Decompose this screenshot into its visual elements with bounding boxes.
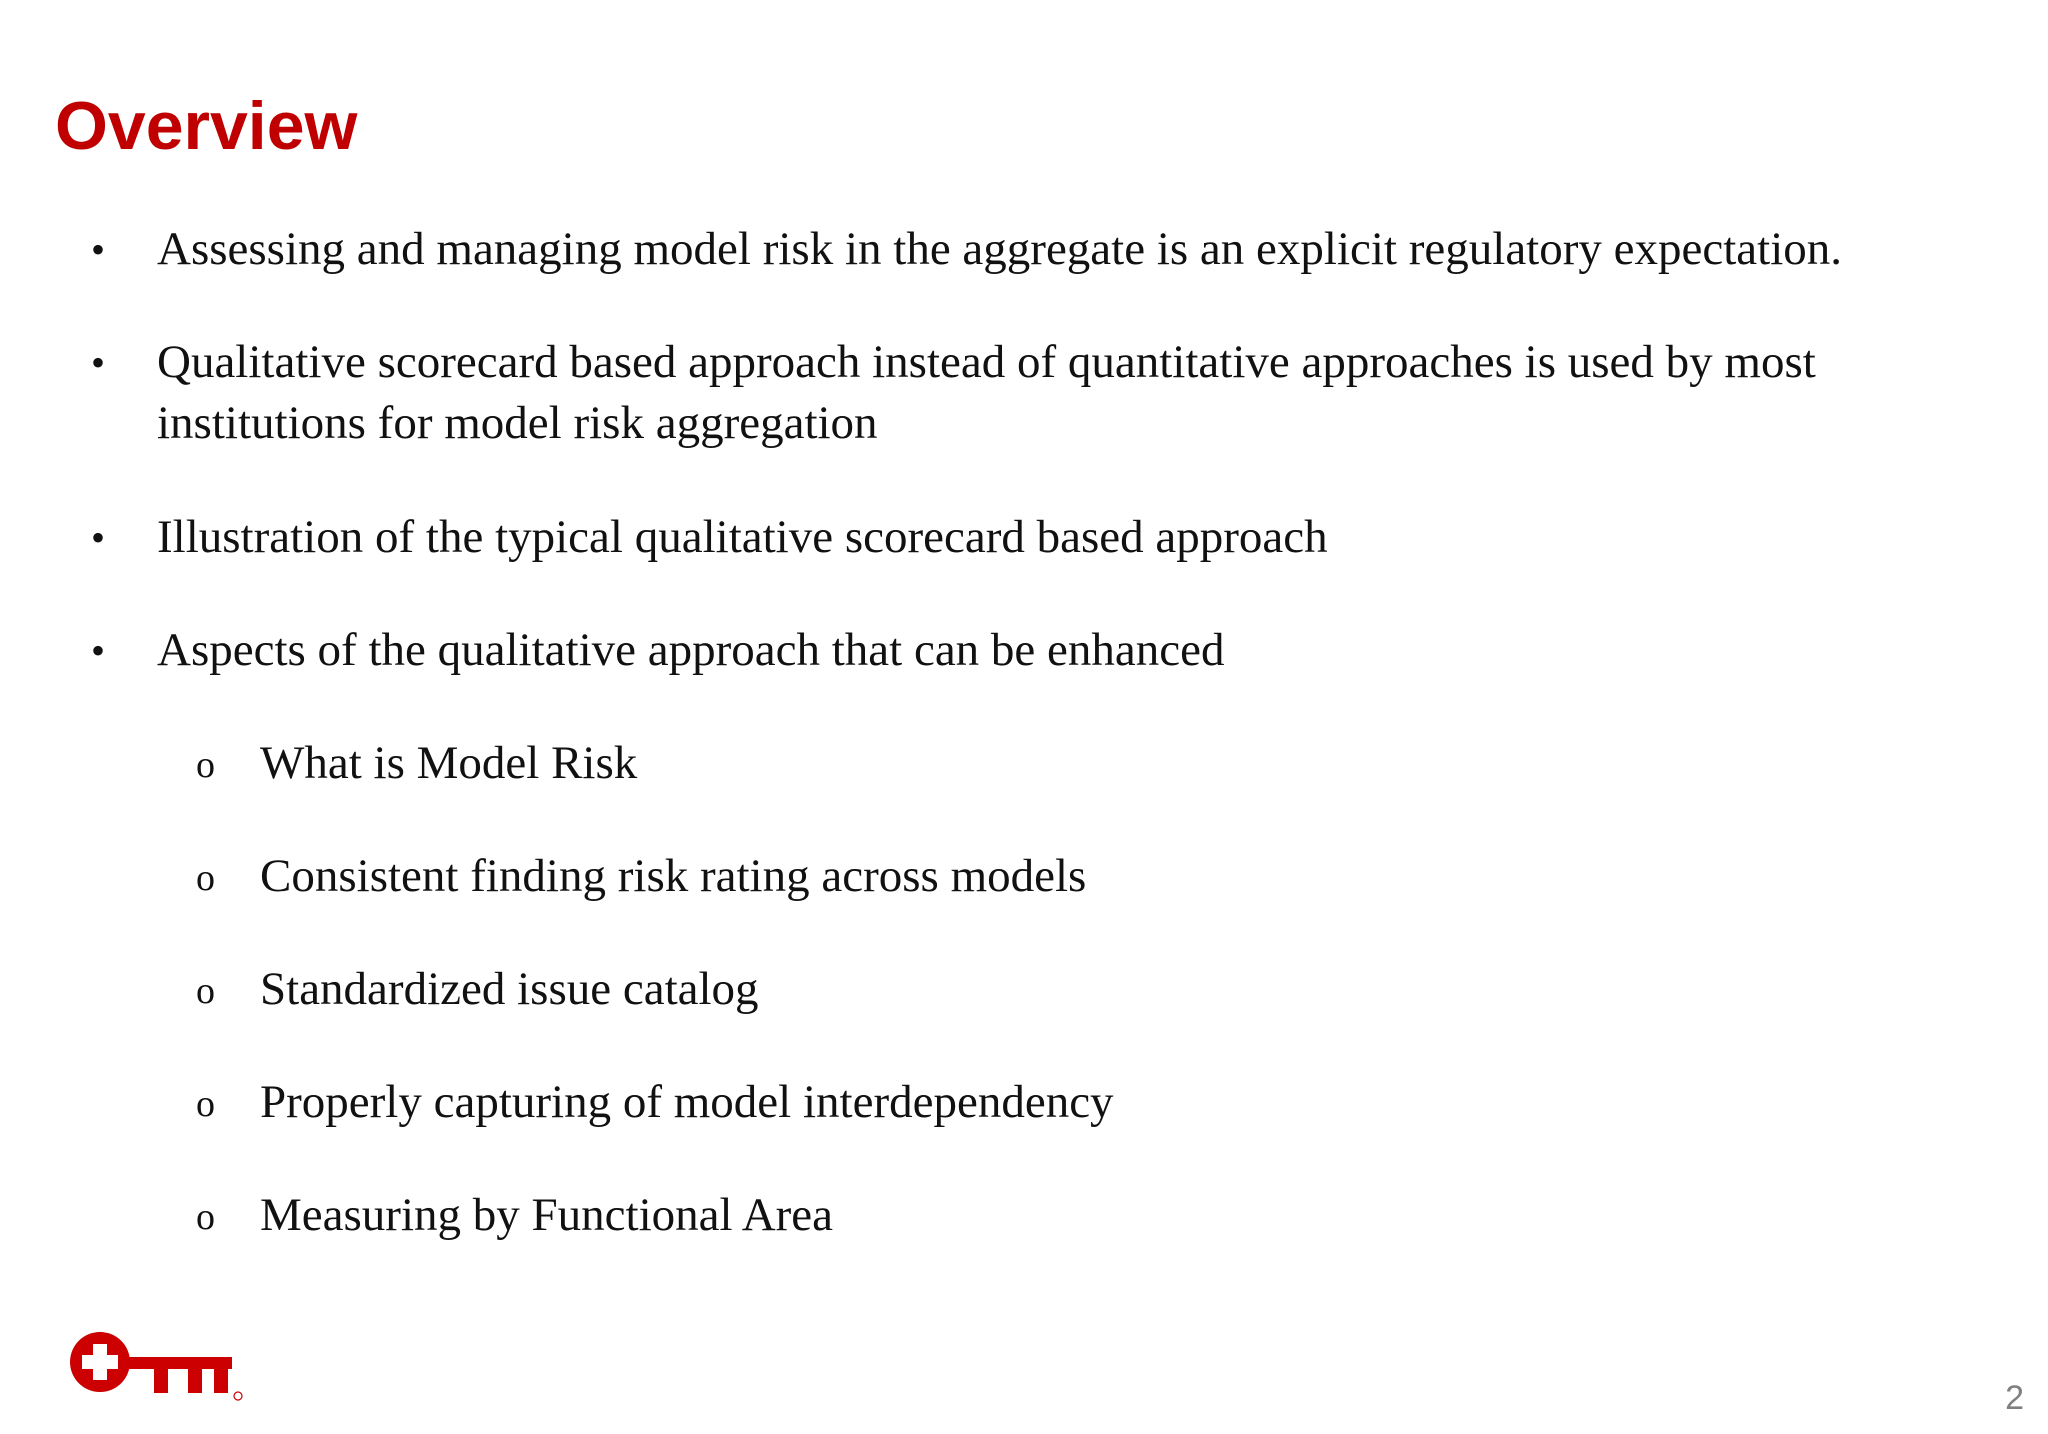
bullet-marker: • bbox=[91, 227, 106, 272]
sub-bullet-item bbox=[196, 1185, 1860, 1246]
sub-bullet-marker: o bbox=[196, 1083, 215, 1125]
key-logo-icon bbox=[66, 1328, 246, 1404]
sub-bullet-item bbox=[196, 846, 1860, 907]
bullet-item bbox=[91, 620, 1917, 681]
bullet-item bbox=[91, 332, 1917, 454]
sub-bullet-text: Standardized issue catalog bbox=[260, 963, 759, 1015]
bullet-text: Assessing and managing model risk in the aggregate is an explicit regulatory expectation. bbox=[157, 223, 1843, 275]
sub-bullet-text: Properly capturing of model interdependency bbox=[260, 1076, 1114, 1128]
sub-bullet-marker: o bbox=[196, 1196, 215, 1238]
sub-bullet-item bbox=[196, 1072, 1860, 1133]
bullet-text: Illustration of the typical qualitative scorecard based approach bbox=[157, 511, 1328, 563]
bullet-item bbox=[91, 219, 1917, 280]
bullet-marker: • bbox=[91, 515, 106, 560]
sub-bullet-item bbox=[196, 959, 1860, 1020]
bullet-text: Aspects of the qualitative approach that can be enhanced bbox=[157, 624, 1225, 676]
page-number: 2 bbox=[2005, 1379, 2024, 1417]
slide-title: Overview bbox=[55, 88, 358, 164]
sub-bullet-marker: o bbox=[196, 744, 215, 786]
sub-bullet-text: What is Model Risk bbox=[260, 737, 638, 789]
sub-bullet-marker: o bbox=[196, 970, 215, 1012]
sub-bullet-text: Consistent finding risk rating across models bbox=[260, 850, 1087, 902]
bullet-marker: • bbox=[91, 628, 106, 673]
sub-bullet-item bbox=[196, 733, 1860, 794]
bullet-item bbox=[91, 507, 1917, 568]
bullet-text: Qualitative scorecard based approach instead of quantitative approaches is used by most institutions for model risk aggregation bbox=[157, 336, 1816, 449]
sub-bullet-text: Measuring by Functional Area bbox=[260, 1189, 834, 1241]
registered-mark-icon bbox=[234, 1392, 242, 1400]
sub-bullet-marker: o bbox=[196, 857, 215, 899]
bullet-marker: • bbox=[91, 340, 106, 385]
